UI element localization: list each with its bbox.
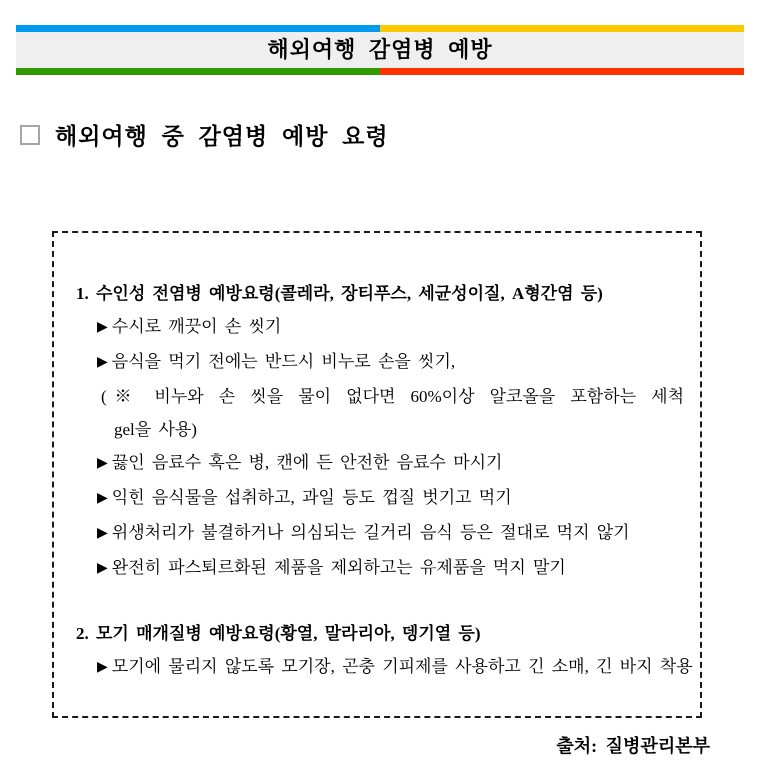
list-item-text: 익힌 음식물을 섭취하고, 과일 등도 껍질 벗기고 먹기	[111, 488, 512, 507]
blank-line	[76, 586, 684, 617]
triangle-bullet-icon: ▶	[97, 355, 108, 370]
triangle-bullet-icon: ▶	[97, 660, 108, 675]
triangle-bullet-icon: ▶	[97, 561, 108, 576]
page-title: 해외여행 감염병 예방	[16, 32, 744, 68]
blue-bar	[16, 25, 380, 32]
list-item	[76, 446, 684, 481]
list-item	[76, 516, 684, 551]
list-item-text: 수시로 깨끗이 손 씻기	[111, 317, 282, 336]
green-bar	[16, 68, 380, 75]
content-box	[52, 231, 702, 718]
list-item-text: 음식을 먹기 전에는 반드시 비누로 손을 씻기,	[111, 352, 456, 371]
note-continuation-line: gel을 사용)	[114, 420, 197, 439]
triangle-bullet-icon: ▶	[97, 320, 108, 335]
group-2-heading: 2. 모기 매개질병 예방요령(황열, 말라리아, 뎅기열 등)	[76, 624, 481, 643]
list-item-text: 위생처리가 불결하거나 의심되는 길거리 음식 등은 절대로 먹지 않기	[111, 523, 630, 542]
red-bar	[380, 68, 744, 75]
list-item	[76, 481, 684, 516]
list-item-text: 끓인 음료수 혹은 병, 캔에 든 안전한 음료수 마시기	[111, 453, 503, 472]
header-top-stripe	[16, 25, 744, 32]
triangle-bullet-icon: ▶	[97, 526, 108, 541]
list-item-text: 완전히 파스퇴르화된 제품을 제외하고는 유제품을 먹지 말기	[111, 558, 566, 577]
note-line: (※ 비누와 손 씻을 물이 없다면 60%이상 알코올을 포함하는 세척	[101, 387, 684, 406]
triangle-bullet-icon: ▶	[97, 491, 108, 506]
yellow-bar	[380, 25, 744, 32]
list-item	[76, 345, 684, 380]
page-header	[16, 25, 744, 75]
list-item	[76, 551, 684, 586]
section-heading	[20, 118, 768, 151]
group-1-heading: 1. 수인성 전염병 예방요령(콜레라, 장티푸스, 세균성이질, A형간염 등)	[76, 284, 603, 303]
list-item	[76, 310, 684, 345]
list-item	[76, 650, 693, 685]
list-item-text: 모기에 물리지 않도록 모기장, 곤충 기피제를 사용하고 긴 소매, 긴 바지 착용	[111, 657, 693, 676]
triangle-bullet-icon: ▶	[97, 456, 108, 471]
section-heading-label: 해외여행 중 감염병 예방 요령	[55, 124, 389, 149]
header-bottom-stripe	[16, 68, 744, 75]
square-bullet-icon	[20, 125, 40, 145]
source-credit: 출처: 질병관리본부	[556, 736, 710, 756]
